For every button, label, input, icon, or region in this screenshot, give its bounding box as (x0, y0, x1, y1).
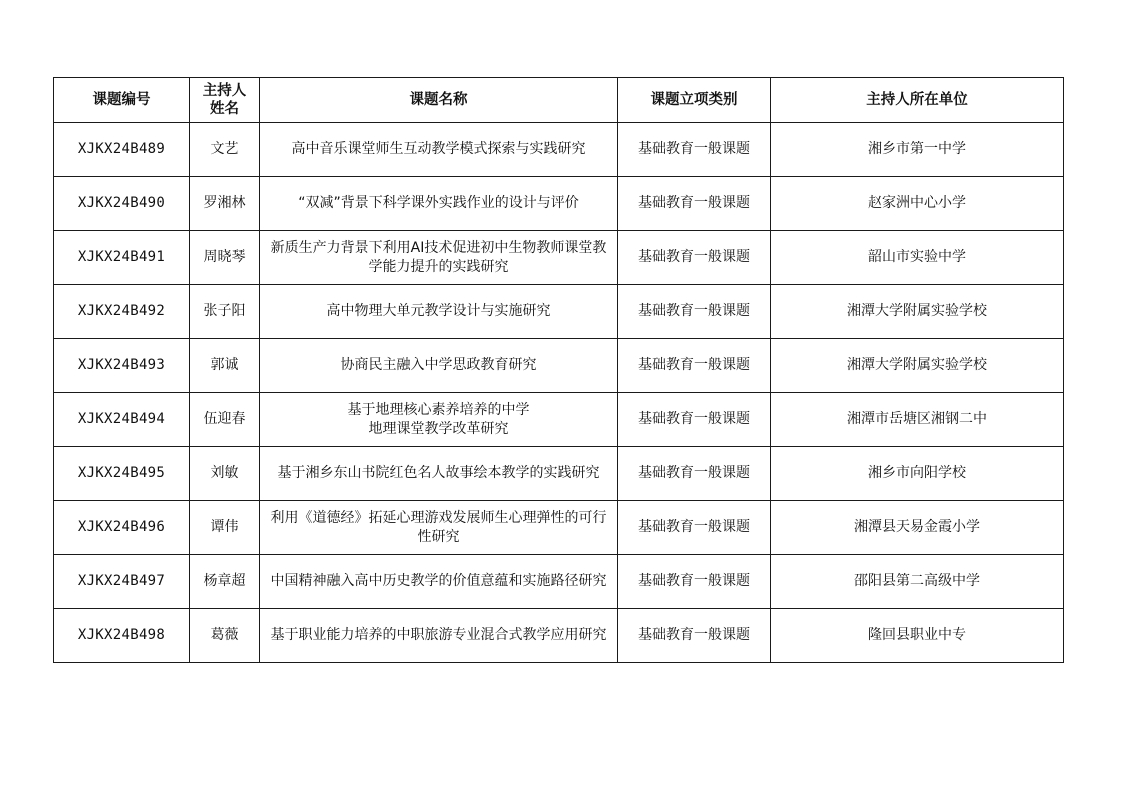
project-category: 基础教育一般课题 (618, 231, 771, 285)
host-name: 杨章超 (190, 555, 260, 609)
host-unit: 湘潭大学附属实验学校 (771, 285, 1064, 339)
header-category: 课题立项类别 (618, 78, 771, 123)
project-category: 基础教育一般课题 (618, 177, 771, 231)
table-row (54, 285, 1064, 339)
project-category: 基础教育一般课题 (618, 501, 771, 555)
host-unit: 湘潭市岳塘区湘钢二中 (771, 393, 1064, 447)
project-code: XJKX24B493 (54, 339, 190, 393)
project-category: 基础教育一般课题 (618, 339, 771, 393)
project-category: 基础教育一般课题 (618, 393, 771, 447)
project-title: “双减”背景下科学课外实践作业的设计与评价 (260, 177, 618, 231)
project-title: 高中物理大单元教学设计与实施研究 (260, 285, 618, 339)
table-row (54, 501, 1064, 555)
host-name: 文艺 (190, 123, 260, 177)
host-unit: 赵家洲中心小学 (771, 177, 1064, 231)
project-code: XJKX24B491 (54, 231, 190, 285)
project-title: 高中音乐课堂师生互动教学模式探索与实践研究 (260, 123, 618, 177)
header-host (190, 78, 260, 123)
project-category: 基础教育一般课题 (618, 555, 771, 609)
project-title: 基于职业能力培养的中职旅游专业混合式教学应用研究 (260, 609, 618, 663)
host-unit: 湘潭县天易金霞小学 (771, 501, 1064, 555)
project-code: XJKX24B492 (54, 285, 190, 339)
project-code: XJKX24B498 (54, 609, 190, 663)
table-row (54, 123, 1064, 177)
header-host-line2: 姓名 (210, 101, 239, 117)
project-list-sheet (53, 77, 1063, 663)
project-code: XJKX24B494 (54, 393, 190, 447)
host-unit: 隆回县职业中专 (771, 609, 1064, 663)
host-name: 张子阳 (190, 285, 260, 339)
project-title: 协商民主融入中学思政教育研究 (260, 339, 618, 393)
header-unit: 主持人所在单位 (771, 78, 1064, 123)
host-unit: 邵阳县第二高级中学 (771, 555, 1064, 609)
host-name: 葛薇 (190, 609, 260, 663)
project-title: 利用《道德经》拓延心理游戏发展师生心理弹性的可行性研究 (260, 501, 618, 555)
table-row (54, 447, 1064, 501)
project-category: 基础教育一般课题 (618, 123, 771, 177)
header-title: 课题名称 (260, 78, 618, 123)
header-host-line1: 主持人 (202, 83, 247, 99)
table-row (54, 555, 1064, 609)
table-header-row (54, 78, 1064, 123)
host-unit: 湘乡市第一中学 (771, 123, 1064, 177)
project-category: 基础教育一般课题 (618, 285, 771, 339)
project-title: 中国精神融入高中历史教学的价值意蕴和实施路径研究 (260, 555, 618, 609)
header-code: 课题编号 (54, 78, 190, 123)
project-title (260, 393, 618, 447)
host-unit: 湘潭大学附属实验学校 (771, 339, 1064, 393)
project-code: XJKX24B495 (54, 447, 190, 501)
project-title: 新质生产力背景下利用AI技术促进初中生物教师课堂教学能力提升的实践研究 (260, 231, 618, 285)
host-name: 刘敏 (190, 447, 260, 501)
table-row (54, 339, 1064, 393)
project-code: XJKX24B496 (54, 501, 190, 555)
project-table (53, 77, 1064, 663)
project-title-line2: 地理课堂教学改革研究 (368, 420, 509, 437)
project-category: 基础教育一般课题 (618, 447, 771, 501)
project-title: 基于湘乡东山书院红色名人故事绘本教学的实践研究 (260, 447, 618, 501)
table-row (54, 177, 1064, 231)
table-row (54, 393, 1064, 447)
host-name: 谭伟 (190, 501, 260, 555)
host-name: 伍迎春 (190, 393, 260, 447)
project-code: XJKX24B489 (54, 123, 190, 177)
host-name: 周晓琴 (190, 231, 260, 285)
project-code: XJKX24B490 (54, 177, 190, 231)
project-category: 基础教育一般课题 (618, 609, 771, 663)
host-name: 郭诚 (190, 339, 260, 393)
table-row (54, 231, 1064, 285)
table-row (54, 609, 1064, 663)
project-title-line1: 基于地理核心素养培养的中学 (347, 401, 530, 418)
host-unit: 韶山市实验中学 (771, 231, 1064, 285)
project-code: XJKX24B497 (54, 555, 190, 609)
host-name: 罗湘林 (190, 177, 260, 231)
host-unit: 湘乡市向阳学校 (771, 447, 1064, 501)
